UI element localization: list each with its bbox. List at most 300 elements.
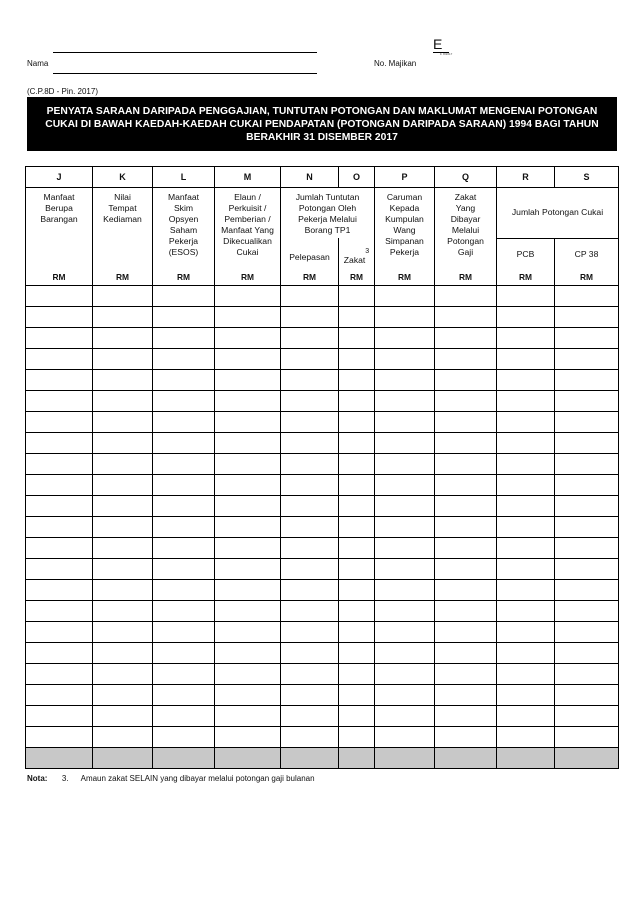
- table-cell[interactable]: [26, 642, 93, 663]
- col-desc-q-text: Zakat Yang Dibayar Melalui Potongan Gaji: [447, 192, 484, 257]
- footnote-text: Amaun zakat SELAIN yang dibayar melalui potongan gaji bulanan: [80, 774, 315, 783]
- table-cell[interactable]: [93, 684, 153, 705]
- table-cell[interactable]: [497, 474, 555, 495]
- table-cell[interactable]: [153, 558, 215, 579]
- table-cell[interactable]: [435, 327, 497, 348]
- table-cell[interactable]: [281, 516, 339, 537]
- table-cell[interactable]: [93, 306, 153, 327]
- table-cell[interactable]: [153, 684, 215, 705]
- table-cell[interactable]: [153, 726, 215, 747]
- table-cell[interactable]: [435, 495, 497, 516]
- table-cell[interactable]: [281, 537, 339, 558]
- table-cell[interactable]: [281, 432, 339, 453]
- table-cell[interactable]: [435, 516, 497, 537]
- col-sub-n-text: Pelepasan: [289, 252, 330, 262]
- table-cell[interactable]: [497, 621, 555, 642]
- col-sub-s: [555, 238, 619, 285]
- table-cell[interactable]: [497, 453, 555, 474]
- table-cell[interactable]: [339, 621, 375, 642]
- table-cell[interactable]: [215, 726, 281, 747]
- table-cell[interactable]: [375, 579, 435, 600]
- table-cell[interactable]: [435, 621, 497, 642]
- majikan-label: No. Majikan: [374, 59, 417, 68]
- table-cell[interactable]: [375, 684, 435, 705]
- col-sub-o-sup: 3: [365, 248, 370, 255]
- col-sub-o-text: Zakat: [343, 254, 366, 265]
- table-cell[interactable]: [555, 285, 619, 306]
- table-cell[interactable]: [153, 705, 215, 726]
- table-row: [26, 474, 619, 495]
- table-cell[interactable]: [26, 327, 93, 348]
- table-cell[interactable]: [215, 453, 281, 474]
- table-row: [26, 537, 619, 558]
- table-cell[interactable]: [215, 306, 281, 327]
- table-cell[interactable]: [555, 432, 619, 453]
- table-cell[interactable]: [375, 642, 435, 663]
- table-cell[interactable]: [153, 537, 215, 558]
- table-cell[interactable]: [26, 684, 93, 705]
- table-cell[interactable]: [555, 684, 619, 705]
- table-cell[interactable]: [26, 537, 93, 558]
- col-letter-j: J: [26, 167, 93, 188]
- table-cell[interactable]: [375, 726, 435, 747]
- table-cell[interactable]: [93, 453, 153, 474]
- table-cell[interactable]: [93, 621, 153, 642]
- col-unit-s: RM: [579, 271, 594, 282]
- table-cell[interactable]: [93, 537, 153, 558]
- table-cell[interactable]: [339, 726, 375, 747]
- table-cell[interactable]: [339, 537, 375, 558]
- column-desc-row-1: [26, 188, 619, 239]
- table-cell[interactable]: [497, 579, 555, 600]
- table-cell[interactable]: [281, 621, 339, 642]
- col-sub-s-text: CP 38: [574, 248, 599, 259]
- col-unit-q: RM: [458, 271, 473, 282]
- table-cell[interactable]: [435, 642, 497, 663]
- table-cell[interactable]: [153, 369, 215, 390]
- table-cell[interactable]: [281, 285, 339, 306]
- table-cell[interactable]: [153, 306, 215, 327]
- table-cell[interactable]: [26, 432, 93, 453]
- table-cell[interactable]: [93, 327, 153, 348]
- table-cell[interactable]: [375, 348, 435, 369]
- table-cell[interactable]: [435, 390, 497, 411]
- table-cell[interactable]: [555, 453, 619, 474]
- table-cell[interactable]: [215, 663, 281, 684]
- table-cell[interactable]: [93, 348, 153, 369]
- table-cell[interactable]: [153, 432, 215, 453]
- col-desc-m: [215, 188, 281, 286]
- table-cell[interactable]: [281, 348, 339, 369]
- table-cell[interactable]: [339, 306, 375, 327]
- table-cell[interactable]: [215, 600, 281, 621]
- table-cell[interactable]: [339, 495, 375, 516]
- table-cell[interactable]: [497, 432, 555, 453]
- table-cell[interactable]: [555, 495, 619, 516]
- total-cell[interactable]: [497, 747, 555, 768]
- table-cell[interactable]: [375, 453, 435, 474]
- table-cell[interactable]: [497, 726, 555, 747]
- table-cell[interactable]: [93, 285, 153, 306]
- table-row: [26, 327, 619, 348]
- table-cell[interactable]: [93, 411, 153, 432]
- col-unit-r: RM: [518, 271, 533, 282]
- table-cell[interactable]: [375, 285, 435, 306]
- table-cell[interactable]: [435, 411, 497, 432]
- table-cell[interactable]: [26, 705, 93, 726]
- table-cell[interactable]: [555, 705, 619, 726]
- table-cell[interactable]: [497, 516, 555, 537]
- table-cell[interactable]: [215, 684, 281, 705]
- table-cell[interactable]: [215, 705, 281, 726]
- table-cell[interactable]: [153, 600, 215, 621]
- table-cell[interactable]: [375, 411, 435, 432]
- table-cell[interactable]: [215, 579, 281, 600]
- table-cell[interactable]: [555, 327, 619, 348]
- table-cell[interactable]: [26, 558, 93, 579]
- table-cell[interactable]: [93, 474, 153, 495]
- col-group-rs-text: Jumlah Potongan Cukai: [511, 207, 604, 218]
- col-letter-q: Q: [435, 167, 497, 188]
- table-cell[interactable]: [339, 579, 375, 600]
- table-cell[interactable]: [215, 348, 281, 369]
- col-unit-n: RM: [302, 271, 317, 282]
- table-cell[interactable]: [26, 726, 93, 747]
- col-letter-k: K: [93, 167, 153, 188]
- table-cell[interactable]: [93, 579, 153, 600]
- table-cell[interactable]: [215, 369, 281, 390]
- table-cell[interactable]: [555, 726, 619, 747]
- table-cell[interactable]: [26, 348, 93, 369]
- table-cell[interactable]: [497, 369, 555, 390]
- col-letter-r: R: [497, 167, 555, 188]
- table-cell[interactable]: [93, 705, 153, 726]
- table-cell[interactable]: [153, 453, 215, 474]
- table-cell[interactable]: [497, 306, 555, 327]
- table-cell[interactable]: [435, 558, 497, 579]
- table-cell[interactable]: [375, 705, 435, 726]
- table-cell[interactable]: [93, 369, 153, 390]
- nama-line-bottom[interactable]: [53, 73, 317, 74]
- table-row: [26, 390, 619, 411]
- table-cell[interactable]: [339, 705, 375, 726]
- table-cell[interactable]: [26, 579, 93, 600]
- table-cell[interactable]: [339, 516, 375, 537]
- table-cell[interactable]: [93, 516, 153, 537]
- col-unit-m: RM: [240, 271, 255, 282]
- table-cell[interactable]: [339, 369, 375, 390]
- table-cell[interactable]: [215, 495, 281, 516]
- table-cell[interactable]: [281, 474, 339, 495]
- table-cell[interactable]: [435, 306, 497, 327]
- table-cell[interactable]: [555, 558, 619, 579]
- table-cell[interactable]: [435, 663, 497, 684]
- table-cell[interactable]: [93, 432, 153, 453]
- column-letter-row: [26, 167, 619, 188]
- table-cell[interactable]: [26, 453, 93, 474]
- col-unit-j: RM: [52, 271, 66, 282]
- table-cell[interactable]: [435, 474, 497, 495]
- table-cell[interactable]: [435, 432, 497, 453]
- total-cell[interactable]: [435, 747, 497, 768]
- table-cell[interactable]: [153, 474, 215, 495]
- table-cell[interactable]: [215, 516, 281, 537]
- col-desc-q: [435, 188, 497, 286]
- total-cell[interactable]: [339, 747, 375, 768]
- total-cell[interactable]: [555, 747, 619, 768]
- table-cell[interactable]: [26, 621, 93, 642]
- table-cell[interactable]: [375, 495, 435, 516]
- table-cell[interactable]: [26, 390, 93, 411]
- col-unit-o: RM: [349, 271, 364, 282]
- ref-code: (C.P.8D - Pin. 2017): [27, 87, 98, 96]
- col-letter-p: P: [375, 167, 435, 188]
- table-cell[interactable]: [26, 474, 93, 495]
- footnote: [27, 774, 315, 783]
- table-cell[interactable]: [281, 558, 339, 579]
- col-sub-r-text: PCB: [516, 248, 535, 259]
- table-cell[interactable]: [215, 621, 281, 642]
- table-cell[interactable]: [375, 306, 435, 327]
- table-cell[interactable]: [435, 285, 497, 306]
- total-cell[interactable]: [375, 747, 435, 768]
- total-cell[interactable]: [281, 747, 339, 768]
- table-cell[interactable]: [555, 537, 619, 558]
- col-desc-j: [26, 188, 93, 286]
- table-row: [26, 348, 619, 369]
- table-row: [26, 705, 619, 726]
- table-cell[interactable]: [93, 642, 153, 663]
- table-cell[interactable]: [435, 684, 497, 705]
- table-cell[interactable]: [26, 285, 93, 306]
- table-cell[interactable]: [153, 495, 215, 516]
- table-cell[interactable]: [26, 600, 93, 621]
- table-cell[interactable]: [435, 369, 497, 390]
- table-cell[interactable]: [26, 306, 93, 327]
- table-cell[interactable]: [153, 327, 215, 348]
- table-cell[interactable]: [555, 474, 619, 495]
- table-cell[interactable]: [375, 558, 435, 579]
- table-row: [26, 558, 619, 579]
- table-cell[interactable]: [153, 285, 215, 306]
- col-desc-k-text: Nilai Tempat Kediaman: [103, 192, 142, 224]
- table-cell[interactable]: [375, 369, 435, 390]
- table-cell[interactable]: [93, 495, 153, 516]
- table-cell[interactable]: [497, 642, 555, 663]
- table-row: [26, 600, 619, 621]
- table-cell[interactable]: [215, 285, 281, 306]
- table-cell[interactable]: [339, 390, 375, 411]
- table-cell[interactable]: [215, 558, 281, 579]
- col-desc-l-text: Manfaat Skim Opsyen Saham Pekerja (ESOS): [167, 192, 200, 257]
- total-cell[interactable]: [153, 747, 215, 768]
- table-cell[interactable]: [281, 684, 339, 705]
- table-cell[interactable]: [339, 432, 375, 453]
- table-cell[interactable]: [435, 726, 497, 747]
- table-cell[interactable]: [497, 327, 555, 348]
- col-desc-p-text: Caruman Kepada Kumpulan Wang Simpanan Pekerja: [385, 192, 424, 257]
- total-cell[interactable]: [26, 747, 93, 768]
- footnote-label: Nota:: [27, 774, 48, 783]
- table-cell[interactable]: [435, 600, 497, 621]
- table-cell[interactable]: [339, 453, 375, 474]
- table-cell[interactable]: [435, 579, 497, 600]
- table-cell[interactable]: [497, 390, 555, 411]
- table-cell[interactable]: [375, 537, 435, 558]
- table-cell[interactable]: [153, 579, 215, 600]
- table-cell[interactable]: [555, 621, 619, 642]
- table-cell[interactable]: [375, 516, 435, 537]
- table-cell[interactable]: [435, 537, 497, 558]
- col-desc-j-text: Manfaat Berupa Barangan: [40, 192, 78, 224]
- table-cell[interactable]: [497, 285, 555, 306]
- col-sub-r: [497, 238, 555, 285]
- col-desc-p: [375, 188, 435, 286]
- table-cell[interactable]: [339, 327, 375, 348]
- table-cell[interactable]: [281, 579, 339, 600]
- table-cell[interactable]: [153, 411, 215, 432]
- col-letter-n: N: [281, 167, 339, 188]
- table-cell[interactable]: [215, 642, 281, 663]
- table-cell[interactable]: [339, 642, 375, 663]
- col-desc-m-text: Elaun / Perkuisit / Pemberian / Manfaat Yang Dikecualikan Cukai: [221, 192, 274, 257]
- table-row: [26, 684, 619, 705]
- table-cell[interactable]: [93, 663, 153, 684]
- total-cell[interactable]: [93, 747, 153, 768]
- table-cell[interactable]: [375, 432, 435, 453]
- table-cell[interactable]: [26, 369, 93, 390]
- table-row: [26, 453, 619, 474]
- table-cell[interactable]: [281, 600, 339, 621]
- table-cell[interactable]: [339, 558, 375, 579]
- table-cell[interactable]: [497, 684, 555, 705]
- table-cell[interactable]: [93, 558, 153, 579]
- table-cell[interactable]: [215, 432, 281, 453]
- table-cell[interactable]: [497, 348, 555, 369]
- table-cell[interactable]: [555, 663, 619, 684]
- table-cell[interactable]: [339, 348, 375, 369]
- table-cell[interactable]: [497, 411, 555, 432]
- table-cell[interactable]: [497, 663, 555, 684]
- table-cell[interactable]: [26, 516, 93, 537]
- col-unit-k: RM: [115, 271, 130, 282]
- table-cell[interactable]: [153, 348, 215, 369]
- table-cell[interactable]: [375, 390, 435, 411]
- table-cell[interactable]: [281, 705, 339, 726]
- table-cell[interactable]: [339, 663, 375, 684]
- table-cell[interactable]: [339, 684, 375, 705]
- table-cell[interactable]: [281, 411, 339, 432]
- table-cell[interactable]: [281, 369, 339, 390]
- table-cell[interactable]: [375, 474, 435, 495]
- table-cell[interactable]: [26, 663, 93, 684]
- table-cell[interactable]: [435, 705, 497, 726]
- table-cell[interactable]: [281, 306, 339, 327]
- table-cell[interactable]: [215, 411, 281, 432]
- table-cell[interactable]: [555, 600, 619, 621]
- table-cell[interactable]: [555, 369, 619, 390]
- table-cell[interactable]: [93, 600, 153, 621]
- table-row: [26, 495, 619, 516]
- table-cell[interactable]: [375, 621, 435, 642]
- table-cell[interactable]: [497, 537, 555, 558]
- table-cell[interactable]: [435, 348, 497, 369]
- col-letter-o: O: [339, 167, 375, 188]
- table-cell[interactable]: [339, 285, 375, 306]
- table-cell[interactable]: [281, 726, 339, 747]
- col-letter-m: M: [215, 167, 281, 188]
- form-code-letter: E: [433, 36, 443, 52]
- form-code-small: F. 8/2017: [440, 52, 453, 56]
- table-cell[interactable]: [555, 390, 619, 411]
- table-row: [26, 726, 619, 747]
- table-cell[interactable]: [215, 537, 281, 558]
- col-sub-n: [281, 238, 339, 285]
- table-cell[interactable]: [555, 348, 619, 369]
- table-cell[interactable]: [153, 621, 215, 642]
- table-row: [26, 411, 619, 432]
- table-cell[interactable]: [215, 327, 281, 348]
- col-group-rs: [497, 188, 619, 239]
- col-group-no-text: Jumlah Tuntutan Potongan Oleh Pekerja Melalui Borang TP1: [295, 192, 360, 235]
- col-letter-s: S: [555, 167, 619, 188]
- table-row: [26, 432, 619, 453]
- col-letter-l: L: [153, 167, 215, 188]
- table-cell[interactable]: [153, 516, 215, 537]
- table-cell[interactable]: [375, 663, 435, 684]
- table-cell[interactable]: [497, 600, 555, 621]
- table-row: [26, 579, 619, 600]
- table-cell[interactable]: [555, 411, 619, 432]
- table-cell[interactable]: [153, 663, 215, 684]
- table-cell[interactable]: [339, 600, 375, 621]
- table-cell[interactable]: [281, 390, 339, 411]
- table-cell[interactable]: [435, 453, 497, 474]
- table-cell[interactable]: [339, 474, 375, 495]
- table-cell[interactable]: [26, 495, 93, 516]
- table-row: [26, 369, 619, 390]
- table-cell[interactable]: [281, 327, 339, 348]
- table-cell[interactable]: [555, 516, 619, 537]
- table-cell[interactable]: [497, 558, 555, 579]
- table-cell[interactable]: [153, 390, 215, 411]
- table-cell[interactable]: [281, 642, 339, 663]
- table-cell[interactable]: [339, 411, 375, 432]
- table-cell[interactable]: [555, 642, 619, 663]
- table-cell[interactable]: [281, 453, 339, 474]
- table-cell[interactable]: [555, 579, 619, 600]
- table-cell[interactable]: [281, 663, 339, 684]
- table-cell[interactable]: [215, 390, 281, 411]
- table-cell[interactable]: [93, 726, 153, 747]
- table-cell[interactable]: [497, 495, 555, 516]
- table-cell[interactable]: [281, 495, 339, 516]
- table-row: [26, 621, 619, 642]
- table-cell[interactable]: [375, 327, 435, 348]
- table-cell[interactable]: [153, 642, 215, 663]
- table-cell[interactable]: [215, 474, 281, 495]
- table-cell[interactable]: [497, 705, 555, 726]
- nama-line-top: [53, 52, 317, 53]
- total-cell[interactable]: [215, 747, 281, 768]
- table-cell[interactable]: [375, 600, 435, 621]
- table-cell[interactable]: [93, 390, 153, 411]
- table-cell[interactable]: [555, 306, 619, 327]
- col-sub-o: [339, 238, 375, 285]
- table-cell[interactable]: [26, 411, 93, 432]
- col-group-no: [281, 188, 375, 239]
- table-row: [26, 306, 619, 327]
